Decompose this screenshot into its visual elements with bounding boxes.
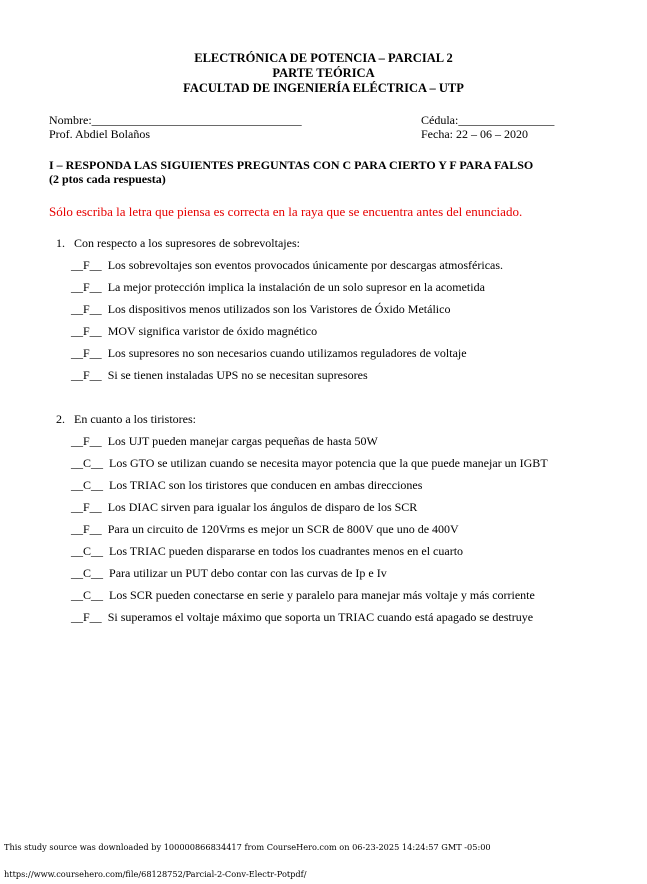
answer-blank: __F__ [71,324,102,338]
answer-blank: __C__ [71,588,104,602]
answer-blank: __F__ [71,522,102,536]
list-item [71,346,467,360]
list-item [71,280,485,294]
statement-text: Para utilizar un PUT debo contar con las curvas de Ip e Iv [109,566,387,580]
answer-blank: __F__ [71,500,102,514]
answer-blank: __F__ [71,610,102,624]
answer-blank: __C__ [71,456,104,470]
statement-text: Los TRIAC son los tiristores que conducen en ambas direcciones [109,478,423,492]
statement-text: Los GTO se utilizan cuando se necesita mayor potencia que la que puede manejar un IGBT [109,456,548,470]
source-url-link[interactable]: https://www.coursehero.com/file/68128752/Parcial-2-Conv-Electr-Potpdf/ [4,869,307,879]
section-title [49,158,609,186]
answer-blank: __C__ [71,544,104,558]
section-heading: I – RESPONDA LAS SIGUIENTES PREGUNTAS CON C PARA CIERTO Y F PARA FALSO [49,158,534,172]
statement-text: Los TRIAC pueden dispararse en todos los cuadrantes menos en el cuarto [109,544,464,558]
instruction-text: Sólo escriba la letra que piensa es correcta en la raya que se encuentra antes del enunciado. [49,204,523,219]
statement-text: Si superamos el voltaje máximo que soporta un TRIAC cuando está apagado se destruye [107,610,534,624]
question-number: 1. [56,236,65,250]
list-item [71,478,422,492]
question-text: Con respecto a los supresores de sobrevoltajes: [74,236,300,250]
answer-blank: __F__ [71,346,102,360]
header-title: ELECTRÓNICA DE POTENCIA – PARCIAL 2 [194,51,453,65]
nombre-field: Nombre:___________________________________ [49,113,302,127]
statement-text: Los UJT pueden manejar cargas pequeñas de hasta 50W [107,434,378,448]
list-item [71,610,533,624]
list-item [71,324,317,338]
download-notice: This study source was downloaded by 100000866834417 from CourseHero.com on 06-23-2025 14:24:57 GMT -05:00 [4,842,491,852]
list-item [71,544,463,558]
answer-blank: __F__ [71,368,102,382]
question-2 [56,412,196,426]
statement-text: La mejor protección implica la instalación de un solo supresor en la acometida [107,280,485,294]
header-faculty: FACULTAD DE INGENIERÍA ELÉCTRICA – UTP [183,81,464,95]
list-item [71,258,503,272]
header-subtitle: PARTE TEÓRICA [272,66,375,80]
answer-blank: __F__ [71,280,102,294]
list-item [71,500,417,514]
answer-blank: __F__ [71,434,102,448]
professor-name: Prof. Abdiel Bolaños [49,127,150,141]
exam-date: Fecha: 22 – 06 – 2020 [421,127,528,141]
list-item [71,566,387,580]
list-item [71,456,548,470]
question-1 [56,236,300,250]
question-number: 2. [56,412,65,426]
statement-text: Los sobrevoltajes son eventos provocados únicamente por descargas atmosféricas. [107,258,504,272]
statement-text: Los dispositivos menos utilizados son los Varistores de Óxido Metálico [107,302,451,316]
statement-text: Los supresores no son necesarios cuando utilizamos reguladores de voltaje [107,346,467,360]
statement-text: Para un circuito de 120Vrms es mejor un SCR de 800V que uno de 400V [107,522,459,536]
answer-blank: __C__ [71,478,104,492]
section-points: (2 ptos cada respuesta) [49,172,166,186]
list-item [71,302,450,316]
answer-blank: __C__ [71,566,104,580]
answer-blank: __F__ [71,302,102,316]
statement-text: MOV significa varistor de óxido magnético [107,324,318,338]
list-item [71,522,459,536]
list-item [71,434,378,448]
statement-text: Los DIAC sirven para igualar los ángulos de disparo de los SCR [107,500,418,514]
cedula-field: Cédula:________________ [421,113,555,127]
document-header [0,51,647,96]
list-item [71,588,535,602]
question-text: En cuanto a los tiristores: [74,412,196,426]
statement-text: Si se tienen instaladas UPS no se necesitan supresores [107,368,368,382]
answer-blank: __F__ [71,258,102,272]
statement-text: Los SCR pueden conectarse en serie y paralelo para manejar más voltaje y más corriente [109,588,535,602]
list-item [71,368,368,382]
